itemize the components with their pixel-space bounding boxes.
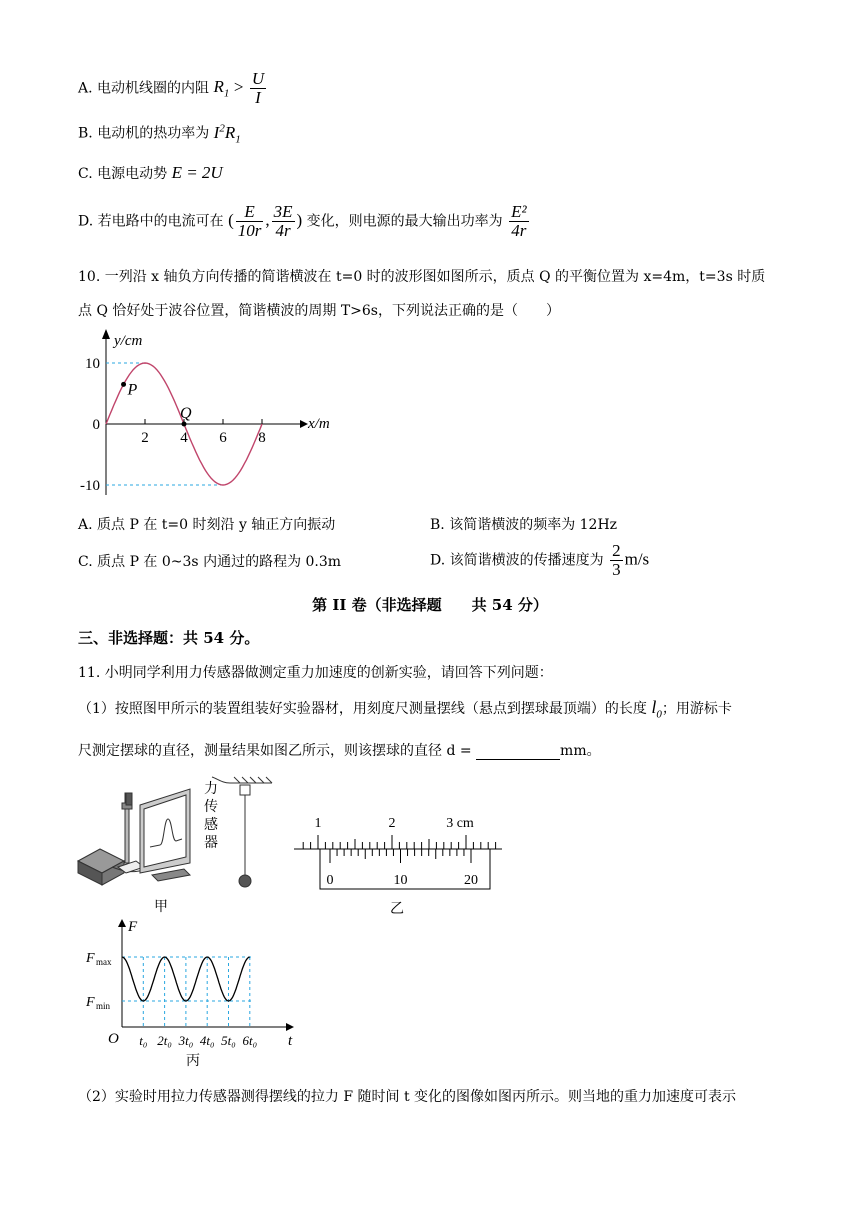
fig-bing-label: 丙 bbox=[186, 1054, 200, 1069]
apparatus-figure bbox=[72, 775, 282, 915]
t-tick-label: 4t₀ bbox=[199, 1033, 215, 1048]
point-p bbox=[121, 382, 126, 387]
q11-line2-pre: （1）按照图甲所示的装置组装好实验器材，用刻度尺测量摆线（悬点到摆球最顶端）的长度 bbox=[78, 701, 647, 717]
fig-yi-label: 乙 bbox=[390, 902, 404, 917]
t-tick-label: 6t₀ bbox=[242, 1033, 258, 1048]
svg-text:力: 力 bbox=[204, 782, 218, 797]
main-scale-label: 1 bbox=[314, 816, 322, 831]
q9-a-num: U bbox=[251, 69, 265, 88]
point-q bbox=[182, 422, 187, 427]
main-scale-label: 2 bbox=[388, 816, 396, 831]
q9-a-r: R bbox=[213, 77, 224, 97]
q9-option-c-text: C. 电源电动势 bbox=[78, 166, 168, 182]
svg-text:器: 器 bbox=[204, 836, 218, 851]
fig-jia-label: 甲 bbox=[154, 900, 168, 915]
q10-option-a: A. 质点 P 在 t=0 时刻沿 y 轴正方向振动 bbox=[78, 517, 336, 533]
q9-b-i: I bbox=[213, 122, 220, 142]
y-tick-label: 0 bbox=[92, 417, 100, 433]
q9-option-c bbox=[78, 163, 223, 183]
q9-d-open: ( bbox=[228, 210, 234, 230]
q11-line3-pre: 尺测定摆球的直径，测量结果如图乙所示，则该摆球的直径 d = bbox=[78, 743, 472, 759]
t-tick-label: 5t₀ bbox=[221, 1033, 236, 1048]
main-scale-label: 3 cm bbox=[446, 816, 474, 831]
q10-d-unit: m/s bbox=[624, 549, 650, 569]
force-graph bbox=[78, 915, 308, 1070]
power-supply-icon bbox=[78, 849, 124, 885]
q10-stem-line2: 点 Q 恰好处于波谷位置，简谐横波的周期 T>6s，下列说法正确的是（ ） bbox=[78, 303, 560, 319]
caliper-figure bbox=[290, 805, 510, 920]
f-axis-arrow bbox=[118, 919, 126, 927]
q9-b-sup: 2 bbox=[219, 122, 225, 134]
q9-b-r: R bbox=[224, 122, 236, 142]
svg-text:感: 感 bbox=[204, 818, 218, 833]
q9-d-f3-den: 4r bbox=[511, 220, 527, 240]
q10-d-den: 3 bbox=[612, 559, 621, 579]
q9-d-f3-num: E² bbox=[511, 202, 527, 221]
fmin-label: F bbox=[86, 995, 95, 1010]
q10-option-d bbox=[430, 542, 649, 579]
section-heading: 第 II 卷（非选择题 共 54 分） bbox=[312, 596, 548, 614]
y-tick-label: 10 bbox=[85, 356, 100, 372]
q9-option-a-text: A. 电动机线圈的内阻 bbox=[78, 80, 210, 97]
x-tick-label: 2 bbox=[141, 430, 149, 446]
x-tick-label: 4 bbox=[180, 430, 188, 446]
q11-l0-sub: 0 bbox=[656, 708, 662, 721]
f-axis-label: F bbox=[128, 919, 138, 935]
q11-stem-line4: （2）实验时用拉力传感器测得摆线的拉力 F 随时间 t 变化的图像如图丙所示。则当地的重力加速度可表示 bbox=[78, 1089, 737, 1105]
q10-d-num: 2 bbox=[612, 541, 621, 560]
q11-line2-post: ；用游标卡 bbox=[661, 701, 732, 717]
q11-stem-line2 bbox=[78, 697, 732, 721]
q9-option-d-text: D. 若电路中的电流可在 bbox=[78, 213, 224, 230]
fmax-sub: max bbox=[96, 957, 112, 967]
q9-d-f2-num: 3E bbox=[273, 202, 293, 221]
q9-option-b bbox=[78, 122, 241, 145]
point-p-label: P bbox=[127, 381, 138, 399]
q9-option-d bbox=[78, 203, 531, 240]
q10-stem-line1: 10. 一列沿 x 轴负方向传播的简谐横波在 t=0 时的波形图如图所示，质点 Q 的平衡位置为 x=4m，t=3s 时质 bbox=[78, 269, 766, 285]
q9-d-mid: 变化，则电源的最大输出功率为 bbox=[306, 213, 503, 230]
t-axis-arrow bbox=[286, 1023, 294, 1031]
computer-icon bbox=[140, 789, 190, 881]
q9-d-f1-num: E bbox=[236, 203, 264, 222]
q11-l0-var: l bbox=[651, 697, 657, 717]
q9-d-f1-den: 10r bbox=[237, 220, 262, 240]
q9-b-sub: 1 bbox=[235, 133, 241, 146]
part3-heading: 三、非选择题：共 54 分。 bbox=[78, 629, 260, 647]
origin-label: O bbox=[108, 1031, 119, 1047]
q9-a-sub: 1 bbox=[223, 87, 230, 100]
q11-stem-line3 bbox=[78, 740, 601, 760]
q9-option-a bbox=[78, 70, 268, 107]
sensor-label bbox=[204, 780, 218, 851]
t-tick-label: 3t₀ bbox=[178, 1033, 194, 1048]
q9-option-b-text: B. 电动机的热功率为 bbox=[78, 125, 210, 142]
x-axis-label: x/m bbox=[308, 416, 330, 432]
q9-a-den: I bbox=[255, 87, 261, 107]
y-axis-label: y/cm bbox=[114, 333, 143, 349]
vernier-label: 20 bbox=[464, 873, 478, 888]
vernier-label: 0 bbox=[326, 873, 334, 888]
q11-stem-line1: 11. 小明同学利用力传感器做测定重力加速度的创新实验，请回答下列问题： bbox=[78, 665, 553, 681]
q9-d-comma: , bbox=[265, 210, 270, 230]
q9-d-f2-den: 4r bbox=[275, 220, 291, 240]
t-tick-label: t₀ bbox=[139, 1033, 148, 1048]
q9-a-gt: > bbox=[233, 77, 244, 97]
y-tick-label: -10 bbox=[80, 478, 100, 494]
t-tick-label: 2t₀ bbox=[157, 1033, 172, 1048]
point-q-label: Q bbox=[180, 405, 192, 422]
ceiling-icon bbox=[212, 777, 272, 887]
answer-blank[interactable] bbox=[476, 745, 560, 760]
vernier-label: 10 bbox=[393, 873, 408, 888]
x-tick-label: 8 bbox=[258, 430, 266, 446]
fmax-label: F bbox=[86, 951, 95, 966]
svg-text:传: 传 bbox=[204, 800, 218, 815]
y-axis-arrow bbox=[102, 329, 110, 339]
q9-c-expr: E = 2U bbox=[171, 163, 223, 182]
q9-d-close: ) bbox=[296, 210, 303, 230]
t-axis-label: t bbox=[288, 1033, 293, 1049]
q10-d-text: D. 该简谐横波的传播速度为 bbox=[430, 552, 604, 569]
fmin-sub: min bbox=[96, 1001, 111, 1011]
q11-line3-post: mm。 bbox=[560, 743, 601, 759]
wave-chart bbox=[70, 325, 350, 505]
q10-option-c: C. 质点 P 在 0~3s 内通过的路程为 0.3m bbox=[78, 554, 342, 570]
q10-option-b: B. 该简谐横波的频率为 12Hz bbox=[430, 517, 618, 533]
x-tick-label: 6 bbox=[219, 430, 227, 446]
x-axis-arrow bbox=[300, 420, 308, 428]
